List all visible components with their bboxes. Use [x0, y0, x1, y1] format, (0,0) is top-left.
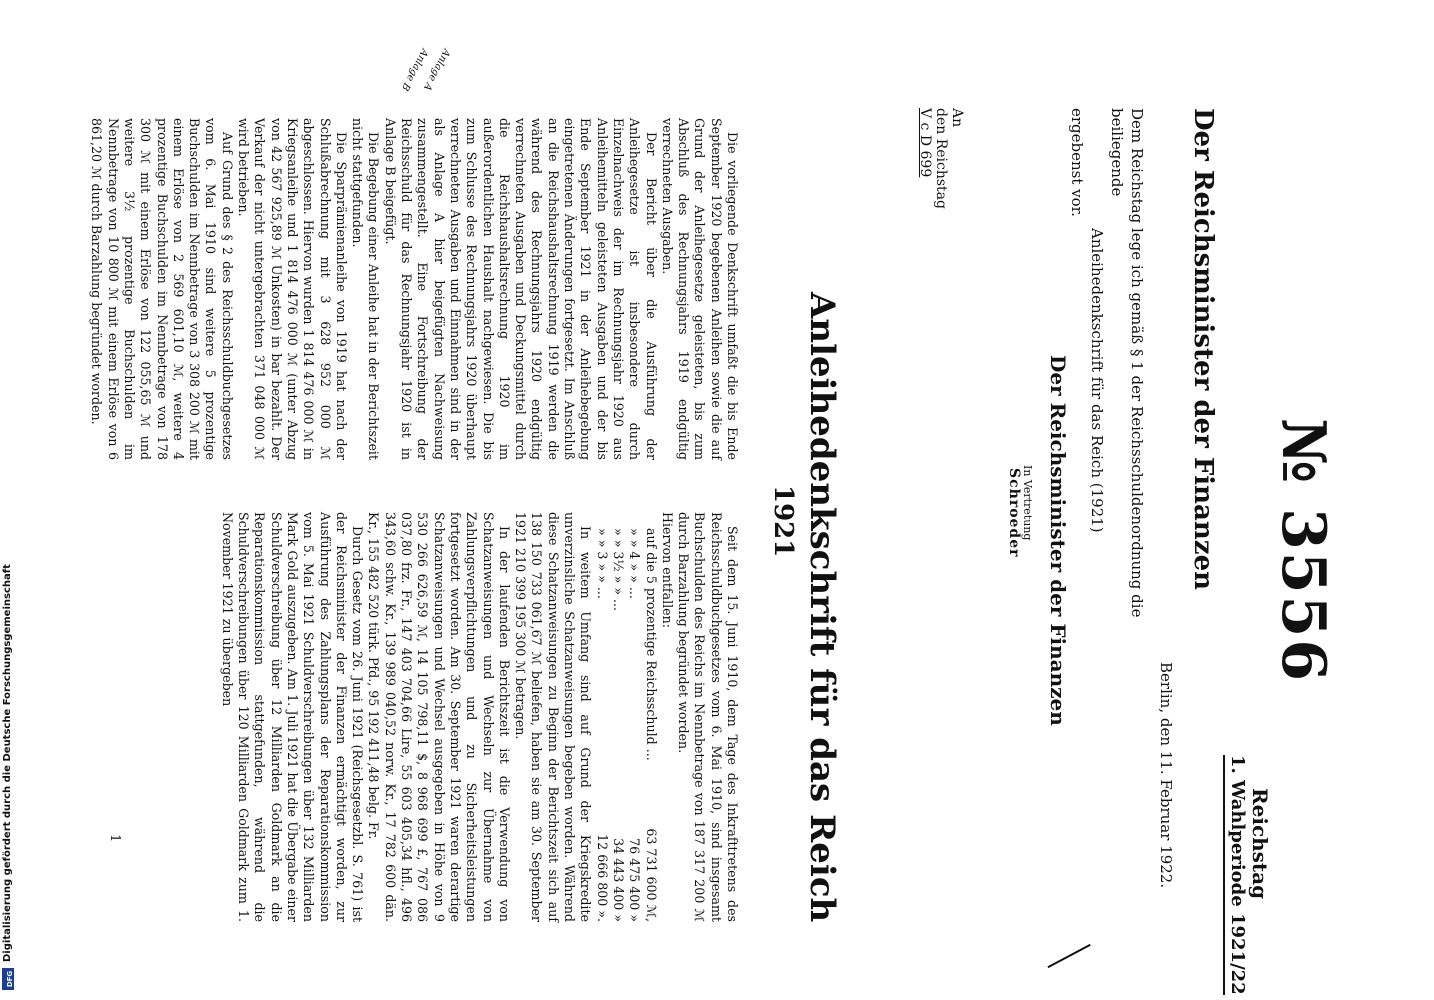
- allocation-value: 63 731 600 ℳ,: [643, 828, 659, 922]
- address-line-2: den Reichstag: [933, 108, 949, 209]
- signatory: Der Reichsminister der Finanzen: [1046, 355, 1070, 726]
- intro-line-3: ergebenst vor.: [1068, 108, 1086, 217]
- place-date: Berlin, den 11. Februar 1922.: [1157, 662, 1175, 889]
- address-line-1: An: [949, 108, 965, 128]
- signer-name: Schroeder: [1006, 468, 1022, 558]
- allocation-value: 76 475 400 »: [627, 838, 643, 922]
- allocation-value: 34 443 400 »: [610, 838, 626, 922]
- allocation-label: » » 4 » » ...: [627, 528, 643, 599]
- address-block: [917, 108, 965, 228]
- right-paragraph: In der laufenden Berichtszeit ist die Verwendung von Schatzanweisungen und Wechseln zur Übernahme von Zahlungsverpflichtungen und zu Sicherheitsleistungen fortgesetzt worden. Am 30. September 1921 waren derartige Schatzanweisungen und Wechsel ausgegeben in Höhe von 9 530 266 626,59 ℳ, 14 105 798,11 $, 8 968 699 £, 767 086 037,80 frz. Fr., 147 403 704,66 Lire, 55 603 405,34 hfl., 496 343,60 schw. Kr., 139 989 040,52 norw. Kr., 17 782 600 dän. Kr., 155 482 520 türk. Pfd., 95 192 411,48 belg. Fr.: [366, 512, 512, 922]
- right-paragraph: Hiervon entfallen:: [659, 512, 675, 628]
- left-paragraph: Der Bericht über die Ausführung der Anleihegesetze ist insbesondere durch Einzelnachweis der im Rechnungsjahr 1920 aus Anleihemitteln geleisteten Ausgaben und der bis Ende September 1921 in der Anleihebegebung eingetretenen Änderungen fortgesetzt. Im Anschluß an die Reichshaushaltsrechnung 1919 werden die während des Rechnungsjahrs 1920 endgültig verrechneten Ausgaben und Deckungsmittel durch die Reichshaushaltsrechnung 1920 im außerordentlichen Haushalt nachgewiesen. Die bis zum Schlusse des Rechnungsjahrs 1920 überhaupt verrechneten Ausgaben und Einnahmen sind in der als Anlage A hier beigefügten Nachweisung zusammengestellt. Eine Fortschreibung der Reichsschuld für das Rechnungsjahr 1920 ist in Anlage B beigefügt.: [382, 118, 659, 460]
- wahlperiode: 1. Wahlperiode 1921/22: [1223, 755, 1248, 995]
- reference-code: V c D 699: [917, 108, 933, 178]
- vertretung-note: In Vertretung: [1021, 465, 1034, 541]
- right-paragraph: In weitem Umfang sind auf Grund der Kriegskredite unverzinsliche Schatzanweisungen begeben worden. Während diese Schatzanweisungen zu Beginn der Berichtszeit sich auf 138 150 733 061,67 ℳ beliefen, haben sie am 30. September 1921 210 399 195 300 ℳ betragen.: [513, 512, 594, 922]
- intro-line-1: Dem Reichstag lege ich gemäß § 1 der Reichsschuldenordnung die beiliegende: [1108, 108, 1146, 618]
- right-paragraph: Seit dem 15. Juni 1910, dem Tage des Inkrafttretens des Reichsschuldbuchgesetzes vom 6. Mai 1910, sind insgesamt Buchschulden des Reichs im Nennbetrage von 187 317 200 ℳ durch Barzahlung begründet worden.: [676, 512, 740, 922]
- allocation-label: » » 3 » » ...: [594, 528, 610, 599]
- main-title: Anleihedenkschrift für das Reich: [802, 292, 842, 923]
- dfg-logo-icon: DFG: [2, 968, 14, 990]
- footer-credit: Digitalisierung gefördert durch die Deutsche Forschungsgemeinschaft: [2, 564, 13, 962]
- allocation-value: 12 666 800 ».: [594, 834, 610, 922]
- intro-line-2: Anleihedenkschrift für das Reich (1921): [1088, 228, 1106, 533]
- left-paragraph: Die Sparprämienanleihe von 1919 hat nach der Schlußabrechnung mit 3 628 952 000 ℳ abgeschlossen. Hiervon wurden 1 814 476 000 ℳ in Kriegsanleihe und 1 814 476 000 ℳ (unter Abzug von 42 567 925,89 ℳ Unkosten) in bar bezahlt. Der Verkauf der nicht untergebrachten 371 048 000 ℳ wird betrieben.: [236, 118, 349, 460]
- heading: Der Reichsminister der Finanzen: [1188, 108, 1218, 591]
- title-year: 1921: [768, 485, 798, 558]
- left-paragraph: Die vorliegende Denkschrift umfaßt die bis Ende September 1920 begebenen Anleihen sowie die auf Grund der Anleihegesetze geleisteten, bis zum Abschluß des Rechnungsjahrs 1919 endgültig verrechneten Ausgaben.: [659, 118, 740, 460]
- allocation-row: [593, 512, 609, 922]
- reichstag-label: Reichstag: [1248, 788, 1272, 900]
- left-column: [88, 118, 740, 460]
- allocation-row: [642, 512, 658, 922]
- document-number: № 3556: [1268, 418, 1338, 684]
- allocation-row: [610, 512, 626, 922]
- pen-stroke: [1047, 944, 1090, 968]
- margin-note-anlage-a: Anlage A: [420, 46, 452, 93]
- page-number: 1: [107, 834, 122, 843]
- margin-note-anlage-b: Anlage B: [398, 46, 430, 93]
- right-column: [219, 512, 741, 922]
- allocation-label: » » 3½ » » ...: [610, 528, 626, 612]
- left-paragraph: Die Begebung einer Anleihe hat in der Berichtszeit nicht stattgefunden.: [350, 118, 382, 460]
- allocation-label: auf die 5 prozentige Reichsschuld ...: [643, 528, 659, 761]
- intro-text: [1067, 108, 1147, 668]
- allocation-row: [626, 512, 642, 922]
- right-paragraph: Durch Gesetz vom 26. Juni 1921 (Reichsgesetzbl. S. 761) ist der Reichsminister der Finanzen ermächtigt worden, zur Ausführung des Zahlungsplans der Reparationskommission vom 5. Mai 1921 Schuldverschreibungen über 132 Milliarden Mark Gold auszugeben. Am 1. Juli 1921 hat die Übergabe einer Schuldverschreibung über 12 Milliarden Goldmark an die Reparationskommission stattgefunden, während die Schuldverschreibungen über 120 Milliarden Goldmark zum 1. November 1921 zu übergeben: [219, 512, 366, 922]
- left-paragraph: Auf Grund des § 2 des Reichsschuldbuchgesetzes vom 6. Mai 1910 sind weitere 5 prozentige Buchschulden im Nennbetrage von 3 308 200 ℳ mit einem Erlöse von 2 569 601,10 ℳ, weitere 4 prozentige Buchschulden im Nennbetrage von 178 300 ℳ mit einem Erlöse von 122 055,65 ℳ und weitere 3½ prozentige Buchschulden im Nennbetrage von 10 800 ℳ mit einem Erlöse von 6 861,20 ℳ durch Barzahlung begründet worden.: [89, 118, 235, 460]
